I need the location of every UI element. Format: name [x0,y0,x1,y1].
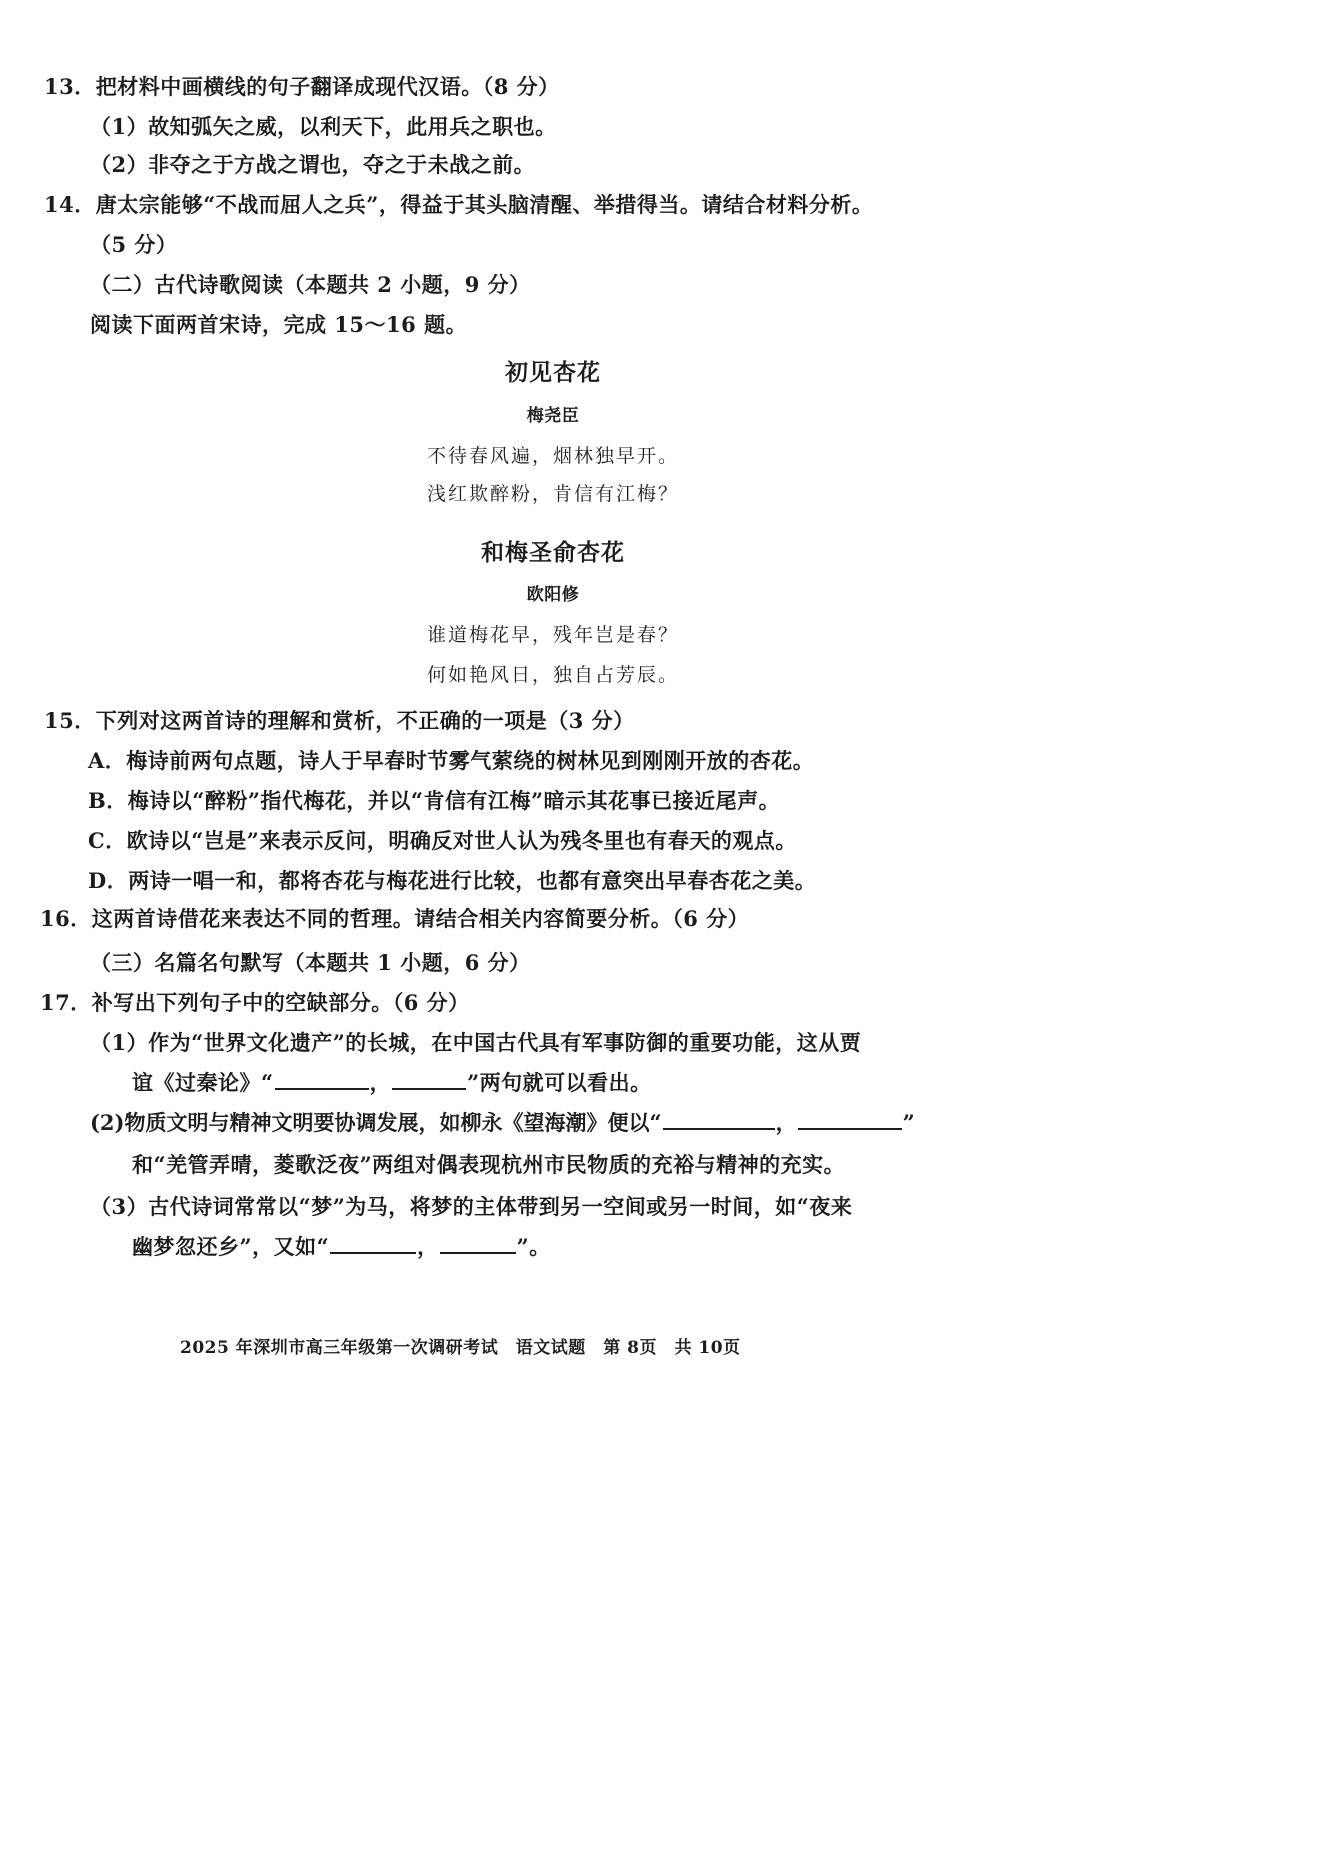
q13-item-1: （1）故知弧矢之威，以利天下，此用兵之职也。 [90,114,557,139]
q17-part2-sep: ， [775,1110,797,1135]
poem1-author: 梅尧臣 [526,406,580,426]
q13-item-2: （2）非夺之于方战之谓也，夺之于未战之前。 [90,152,536,177]
q17-part2-line1 [90,1108,915,1138]
section2-intro: 阅读下面两首宋诗，完成 15～16 题。 [90,312,468,337]
q15-stem: 15．下列对这两首诗的理解和赏析，不正确的一项是（3 分） [44,708,635,733]
q17-part1-sep: ， [369,1070,392,1095]
q17-part2-prefix: (2)物质文明与精神文明要协调发展，如柳永《望海潮》便以“ [90,1110,662,1135]
answer-blank[interactable] [663,1108,775,1130]
page-footer: 2025 年深圳市高三年级第一次调研考试 语文试题 第 8页 共 10页 [180,1338,741,1358]
answer-blank[interactable] [798,1108,902,1130]
q14-stem: 14．唐太宗能够“不战而屈人之兵”，得益于其头脑清醒、举措得当。请结合材料分析。 [44,192,874,217]
q17-part1-prefix: 谊《过秦论》“ [132,1070,274,1095]
q15-option-c: C．欧诗以“岂是”来表示反问，明确反对世人认为残冬里也有春天的观点。 [88,828,797,853]
q17-part3-sep: ， [417,1234,439,1259]
poem1-title: 初见杏花 [505,359,601,386]
answer-blank[interactable] [330,1232,416,1254]
answer-blank[interactable] [275,1068,369,1090]
q17-part3-prefix: 幽梦忽还乡”，又如“ [132,1234,330,1259]
q15-option-a: A．梅诗前两句点题，诗人于早春时节雾气萦绕的树林见到刚刚开放的杏花。 [88,748,815,773]
q17-part1-suffix: ”两句就可以看出。 [467,1070,652,1095]
poem1-line-1: 不待春风遍，烟林独早开。 [426,445,679,467]
q17-part2-suffix: ” [902,1110,915,1135]
q13-stem: 13．把材料中画横线的句子翻译成现代汉语。（8 分） [44,74,560,99]
q15-option-d: D．两诗一唱一和，都将杏花与梅花进行比较，也都有意突出早春杏花之美。 [88,868,817,893]
poem2-line-2: 何如艳风日，独自占芳辰。 [426,664,679,686]
poem1-line-2: 浅红欺醉粉，肯信有江梅？ [426,483,679,505]
q15-option-b: B．梅诗以“醉粉”指代梅花，并以“肯信有江梅”暗示其花事已接近尾声。 [88,788,781,813]
poem2-line-1: 谁道梅花早，残年岂是春？ [426,624,679,646]
section2-heading: （二）古代诗歌阅读（本题共 2 小题，9 分） [90,272,531,297]
answer-blank[interactable] [392,1068,466,1090]
poem2-title: 和梅圣俞杏花 [481,539,625,566]
poem2-author: 欧阳修 [526,585,580,605]
section3-heading: （三）名篇名句默写（本题共 1 小题，6 分） [90,950,531,975]
q17-part3-suffix: ”。 [516,1234,551,1259]
q17-part2-line2: 和“羌管弄晴，菱歌泛夜”两组对偶表现杭州市民物质的充裕与精神的充实。 [132,1152,846,1177]
q17-stem: 17．补写出下列句子中的空缺部分。（6 分） [40,990,470,1015]
answer-blank[interactable] [440,1232,516,1254]
q14-score: （5 分） [90,232,178,257]
q17-part1-line2 [132,1068,652,1098]
q16-stem: 16．这两首诗借花来表达不同的哲理。请结合相关内容简要分析。（6 分） [40,906,750,931]
q17-part3-line1: （3）古代诗词常常以“梦”为马，将梦的主体带到另一空间或另一时间，如“夜来 [90,1194,853,1219]
q17-part3-line2 [132,1232,551,1262]
q17-part1-line1: （1）作为“世界文化遗产”的长城，在中国古代具有军事防御的重要功能，这从贾 [90,1030,862,1055]
